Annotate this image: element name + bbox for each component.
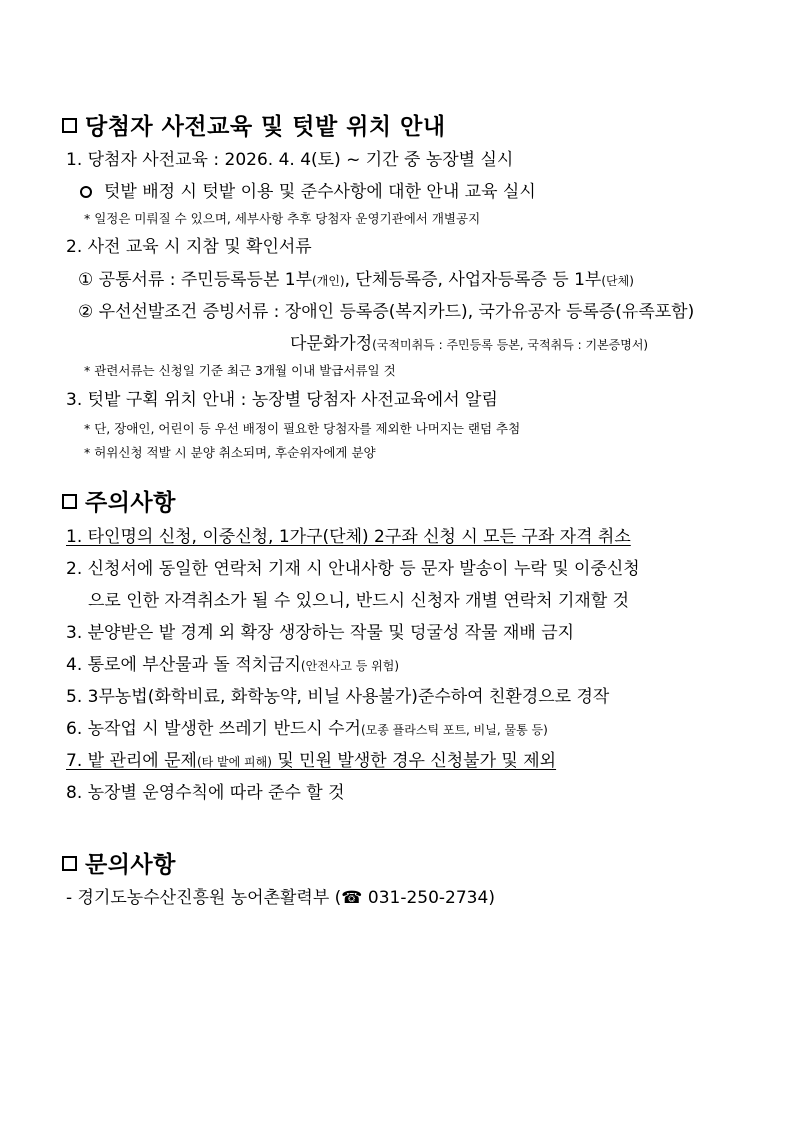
common-docs-group-text: , 단체등록증, 사업자등록증 등 1부	[344, 270, 602, 290]
circle-bullet-icon	[80, 186, 92, 198]
education-item-2-2: ② 우선선발조건 증빙서류 : 장애인 등록증(복지카드), 국가유공자 등록증(유족포함)	[78, 302, 695, 322]
precaution-item-6-note: (모종 플라스틱 포트, 비닐, 물통 등)	[360, 723, 548, 737]
precaution-item-6	[66, 717, 548, 742]
precaution-item-4-note: (안전사고 등 위험)	[300, 659, 400, 673]
inquiry-contact: - 경기도농수산진흥원 농어촌활력부 (☎ 031-250-2734)	[66, 888, 495, 908]
precaution-item-2-line-1: 2. 신청서에 동일한 연락처 기재 시 안내사항 등 문자 발송이 누락 및 이중신청	[66, 559, 640, 579]
multicultural-family-docs: (국적미취득 : 주민등록 등본, 국적취득 : 기본증명서)	[372, 338, 649, 352]
section-title-text: 문의사항	[85, 852, 176, 878]
precaution-item-7-text-b: 및 민원 발생한 경우 신청불가 및 제외	[271, 751, 557, 771]
common-docs-personal: (개인)	[312, 274, 345, 288]
precaution-item-7	[66, 749, 556, 774]
section-title-inquiry	[62, 846, 176, 879]
precaution-item-3: 3. 분양받은 밭 경계 외 확장 생장하는 작물 및 덩굴성 작물 재배 금지	[66, 623, 575, 643]
checkbox-square-icon	[62, 494, 77, 509]
education-note-documents: * 관련서류는 신청일 기준 최근 3개월 이내 발급서류일 것	[84, 363, 396, 378]
precaution-item-6-text: 6. 농작업 시 발생한 쓰레기 반드시 수거	[66, 719, 361, 739]
precaution-item-4	[66, 653, 399, 678]
section-title-precautions	[62, 484, 176, 517]
common-docs-group: (단체)	[601, 274, 634, 288]
checkbox-square-icon	[62, 856, 77, 871]
precaution-item-2-line-2: 으로 인한 자격취소가 될 수 있으니, 반드시 신청자 개별 연락처 기재할 것	[88, 591, 630, 611]
education-item-3: 3. 텃밭 구획 위치 안내 : 농장별 당첨자 사전교육에서 알림	[66, 390, 498, 410]
precaution-item-7-note: (타 밭에 피해)	[196, 755, 272, 769]
education-item-2: 2. 사전 교육 시 지참 및 확인서류	[66, 237, 312, 257]
precaution-item-4-text: 4. 통로에 부산물과 돌 적치금지	[66, 655, 301, 675]
education-item-2-1	[78, 268, 634, 293]
education-note-false-application: * 허위신청 적발 시 분양 취소되며, 후순위자에게 분양	[84, 445, 376, 460]
section-title-text: 주의사항	[85, 490, 176, 516]
precaution-item-5: 5. 3무농법(화학비료, 화학농약, 비닐 사용불가)준수하여 친환경으로 경작	[66, 687, 610, 707]
precaution-item-7-text-a: 7. 밭 관리에 문제	[66, 751, 197, 771]
precaution-item-1: 1. 타인명의 신청, 이중신청, 1가구(단체) 2구좌 신청 시 모든 구좌 자격 취소	[66, 527, 631, 547]
education-note-schedule: * 일정은 미뤄질 수 있으며, 세부사항 추후 당첨자 운영기관에서 개별공지	[84, 211, 481, 226]
common-docs-text: ① 공통서류 : 주민등록등본 1부	[78, 270, 313, 290]
multicultural-family-text: 다문화가정	[290, 334, 373, 354]
education-item-1: 1. 당첨자 사전교육 : 2026. 4. 4(토) ~ 기간 중 농장별 실시	[66, 150, 514, 170]
checkbox-square-icon	[62, 118, 77, 133]
precaution-item-8: 8. 농장별 운영수칙에 따라 준수 할 것	[66, 783, 345, 803]
section-title-education	[62, 108, 446, 141]
education-item-2-2-continued	[290, 332, 648, 357]
education-item-1-sub	[80, 180, 536, 204]
section-title-text: 당첨자 사전교육 및 텃밭 위치 안내	[85, 114, 446, 140]
education-item-1-sub-text: 텃밭 배정 시 텃밭 이용 및 준수사항에 대한 안내 교육 실시	[104, 182, 536, 202]
education-note-random: * 단, 장애인, 어린이 등 우선 배정이 필요한 당첨자를 제외한 나머지는 랜덤 추첨	[84, 421, 521, 436]
